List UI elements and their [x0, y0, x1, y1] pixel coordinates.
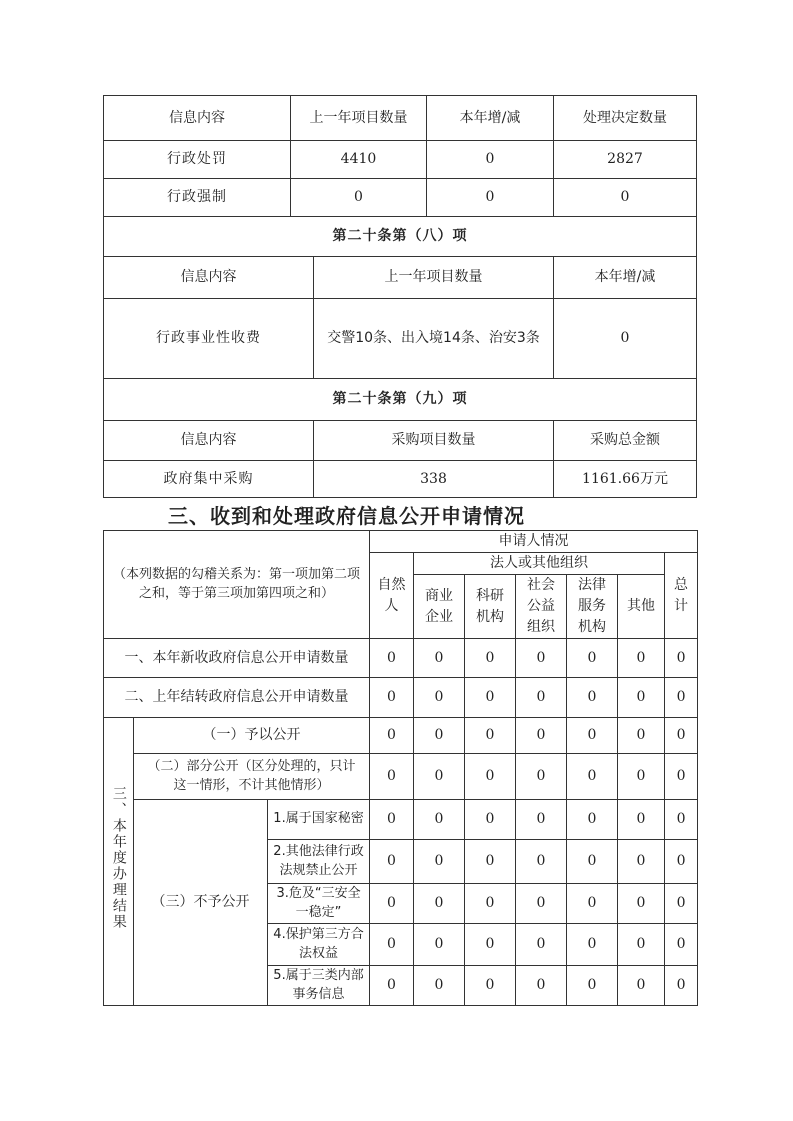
cell-value: 0	[465, 639, 516, 678]
cell-value: 0	[370, 800, 414, 840]
cell-value: 0	[291, 179, 427, 217]
header-cell: 商业企业	[414, 575, 465, 639]
cell-value: 0	[414, 924, 465, 966]
cell-value: 0	[465, 840, 516, 884]
cell-value: 0	[516, 718, 567, 754]
reason-label: 3.危及“三安全一稳定”	[268, 884, 370, 924]
cell-value: 0	[567, 924, 618, 966]
row-label: 一、本年新收政府信息公开申请数量	[104, 639, 370, 678]
header-cell: 自然人	[370, 553, 414, 639]
header-cell: 本年增/减	[554, 257, 697, 299]
cell-value: 0	[554, 299, 697, 379]
section-title: 第二十条第（八）项	[104, 217, 697, 257]
header-cell: 采购总金额	[554, 421, 697, 461]
section-heading: 三、收到和处理政府信息公开申请情况	[168, 504, 525, 528]
cell-value: 0	[618, 718, 665, 754]
cell-value: 0	[665, 840, 698, 884]
cell-value: 0	[618, 924, 665, 966]
section3-label-cell	[104, 718, 134, 1006]
cell-value: 0	[567, 840, 618, 884]
reason-label: 4.保护第三方合法权益	[268, 924, 370, 966]
header-cell: 信息内容	[104, 257, 314, 299]
cell-value: 0	[414, 840, 465, 884]
header-cell: 信息内容	[104, 96, 291, 141]
cell-value: 0	[516, 884, 567, 924]
cell-value: 0	[665, 678, 698, 718]
table-row	[104, 639, 698, 678]
cell-value: 0	[618, 840, 665, 884]
cell-value: 0	[665, 884, 698, 924]
cell-value: 0	[618, 678, 665, 718]
cell-value: 338	[314, 461, 554, 498]
row-label: （一）予以公开	[134, 718, 370, 754]
cell-value: 1161.66万元	[554, 461, 697, 498]
cell-value: 0	[618, 754, 665, 800]
cell-value: 0	[414, 754, 465, 800]
cell-value: 0	[516, 800, 567, 840]
cell-value: 0	[567, 800, 618, 840]
header-cell: 上一年项目数量	[291, 96, 427, 141]
table-row	[104, 141, 697, 179]
cell-value: 2827	[554, 141, 697, 179]
cell-value: 0	[414, 884, 465, 924]
cell-value: 0	[516, 924, 567, 966]
cell-value: 0	[567, 754, 618, 800]
cell-value: 0	[370, 884, 414, 924]
cell-value: 0	[370, 639, 414, 678]
cell-value: 0	[618, 800, 665, 840]
table-row	[104, 800, 698, 840]
header-cell: 采购项目数量	[314, 421, 554, 461]
table-row	[104, 96, 697, 141]
header-cell: 总计	[665, 553, 698, 639]
cell-value: 0	[665, 800, 698, 840]
table-row	[104, 299, 697, 379]
header-cell: 本年增/减	[427, 96, 554, 141]
cell-value: 0	[516, 840, 567, 884]
cell-value: 0	[465, 800, 516, 840]
header-cell: 信息内容	[104, 421, 314, 461]
cell-value: 0	[567, 966, 618, 1006]
reason-label: 5.属于三类内部事务信息	[268, 966, 370, 1006]
row-label: （二）部分公开（区分处理的，只计这一情形，不计其他情形）	[134, 754, 370, 800]
cell-value: 0	[465, 718, 516, 754]
header-cell: 社会公益组织	[516, 575, 567, 639]
section3-label: 三、本年度办理结果	[110, 786, 127, 930]
cell-value: 0	[414, 718, 465, 754]
note-cell: （本列数据的勾稽关系为：第一项加第二项之和，等于第三项加第四项之和）	[104, 531, 370, 639]
header-cell: 科研机构	[465, 575, 516, 639]
cell-value: 0	[516, 754, 567, 800]
table-row	[104, 257, 697, 299]
application-stats-table	[103, 530, 698, 1006]
cell-value: 4410	[291, 141, 427, 179]
cell-value: 交警10条、出入境14条、治安3条	[314, 299, 554, 379]
table-row	[104, 421, 697, 461]
header-cell: 法律服务机构	[567, 575, 618, 639]
cell-value: 0	[665, 754, 698, 800]
table-row	[104, 179, 697, 217]
cell-value: 0	[465, 754, 516, 800]
cell-value: 0	[618, 966, 665, 1006]
table-row	[104, 678, 698, 718]
header-cell: 其他	[618, 575, 665, 639]
cell-value: 0	[465, 884, 516, 924]
table-row	[104, 754, 698, 800]
cell-value: 0	[567, 639, 618, 678]
cell-value: 0	[414, 678, 465, 718]
cell-value: 0	[665, 924, 698, 966]
cell-value: 0	[414, 639, 465, 678]
row-label: 行政事业性收费	[104, 299, 314, 379]
reason-label: 1.属于国家秘密	[268, 800, 370, 840]
cell-value: 0	[414, 800, 465, 840]
cell-value: 0	[665, 718, 698, 754]
row-label: （三）不予公开	[134, 800, 268, 1006]
cell-value: 0	[370, 840, 414, 884]
cell-value: 0	[370, 754, 414, 800]
cell-value: 0	[516, 639, 567, 678]
cell-value: 0	[516, 678, 567, 718]
table-row	[104, 461, 697, 498]
reason-label: 2.其他法律行政法规禁止公开	[268, 840, 370, 884]
section-title: 第二十条第（九）项	[104, 379, 697, 421]
header-cell: 申请人情况	[370, 531, 698, 553]
cell-value: 0	[465, 966, 516, 1006]
cell-value: 0	[427, 141, 554, 179]
cell-value: 0	[618, 639, 665, 678]
cell-value: 0	[567, 884, 618, 924]
table-row	[104, 718, 698, 754]
cell-value: 0	[567, 678, 618, 718]
header-cell: 上一年项目数量	[314, 257, 554, 299]
cell-value: 0	[414, 966, 465, 1006]
cell-value: 0	[516, 966, 567, 1006]
table-row	[104, 379, 697, 421]
cell-value: 0	[370, 924, 414, 966]
row-label: 二、上年结转政府信息公开申请数量	[104, 678, 370, 718]
cell-value: 0	[427, 179, 554, 217]
cell-value: 0	[370, 718, 414, 754]
cell-value: 0	[370, 966, 414, 1006]
row-label: 政府集中采购	[104, 461, 314, 498]
header-cell: 法人或其他组织	[414, 553, 665, 575]
table-row	[104, 531, 698, 553]
cell-value: 0	[465, 924, 516, 966]
disclosure-stats-table	[103, 95, 697, 498]
cell-value: 0	[465, 678, 516, 718]
cell-value: 0	[554, 179, 697, 217]
cell-value: 0	[370, 678, 414, 718]
cell-value: 0	[665, 966, 698, 1006]
table-row	[104, 217, 697, 257]
header-cell: 处理决定数量	[554, 96, 697, 141]
row-label: 行政处罚	[104, 141, 291, 179]
cell-value: 0	[618, 884, 665, 924]
cell-value: 0	[665, 639, 698, 678]
cell-value: 0	[567, 718, 618, 754]
row-label: 行政强制	[104, 179, 291, 217]
